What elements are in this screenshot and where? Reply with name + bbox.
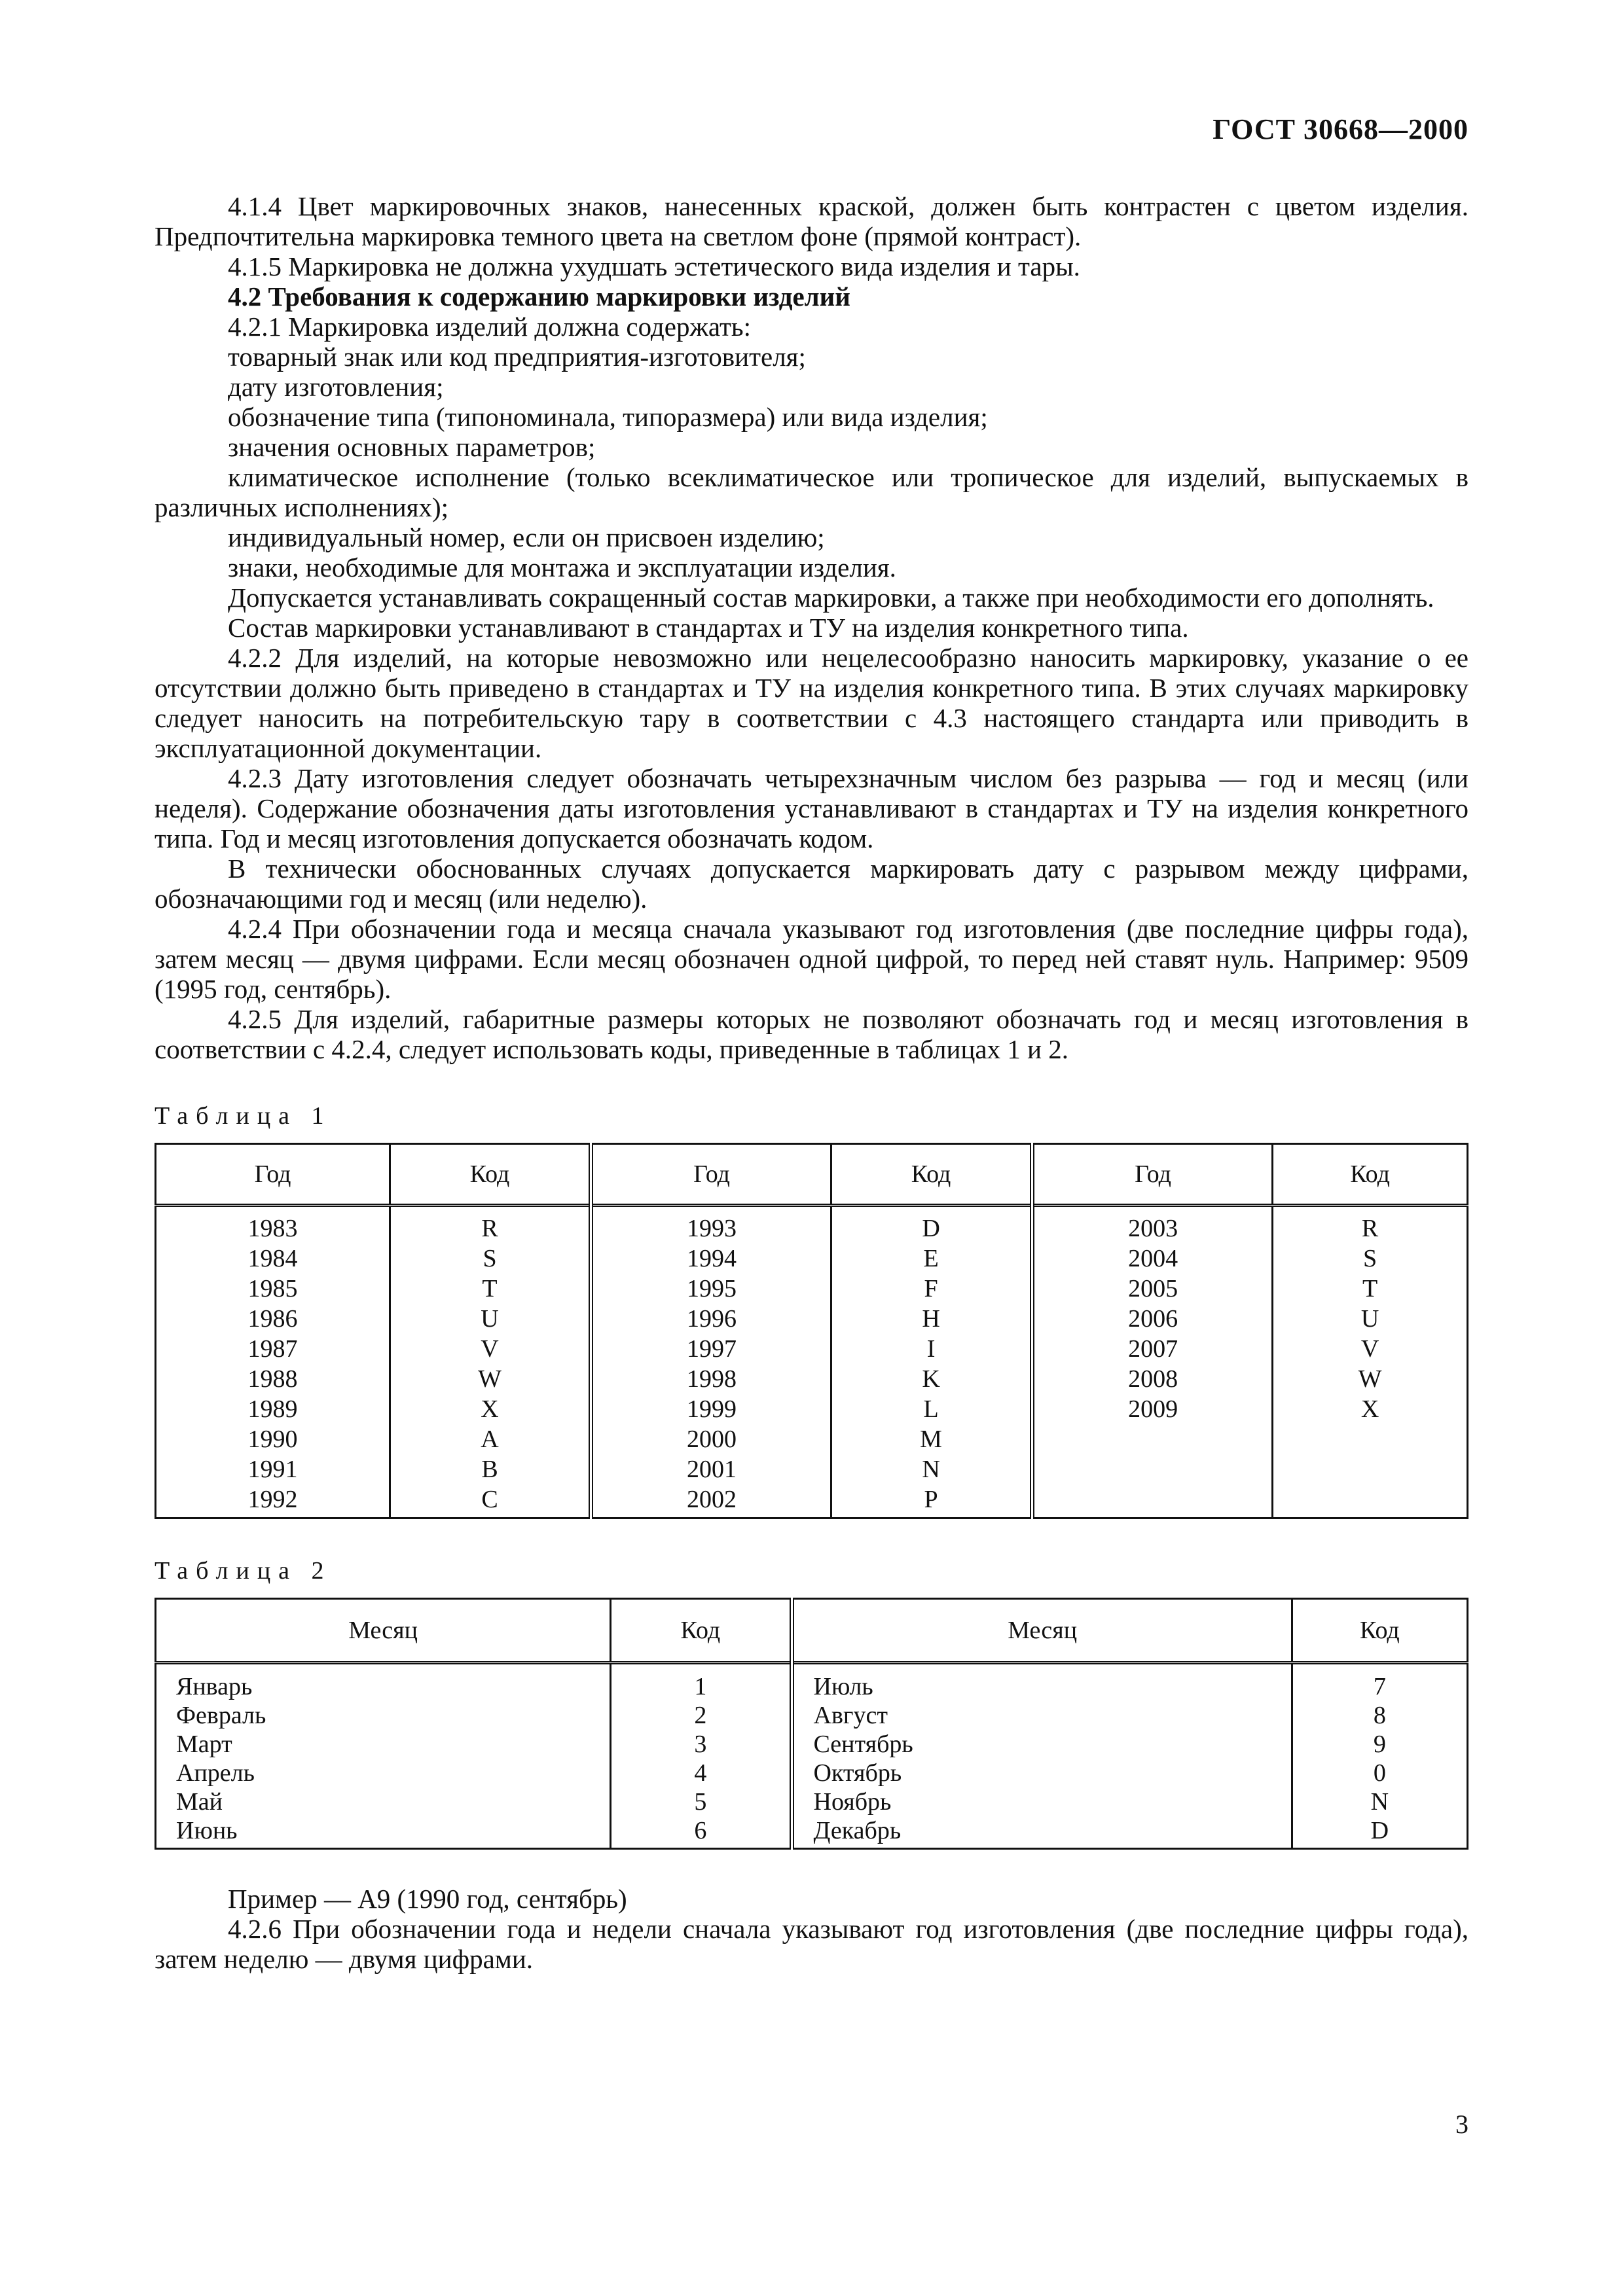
table-cell: Сентябрь — [792, 1730, 1292, 1759]
table-cell: 2007 — [1032, 1334, 1272, 1364]
table-cell: N — [1292, 1787, 1467, 1816]
table-cell: L — [831, 1394, 1032, 1424]
list-item: значения основных параметров; — [228, 432, 596, 462]
table-cell: 3 — [611, 1730, 792, 1759]
table-cell: R — [390, 1206, 591, 1244]
column-header: Месяц — [156, 1599, 611, 1663]
table-cell: 1986 — [247, 1305, 298, 1333]
table-cell: 4 — [611, 1759, 792, 1787]
table-cell — [1032, 1424, 1272, 1454]
table-cell: 1995 — [591, 1274, 831, 1304]
table-row — [156, 1394, 1468, 1424]
table-2-caption: Таблица 2 — [155, 1557, 332, 1585]
table-row — [156, 1304, 1468, 1334]
table-row — [156, 1424, 1468, 1454]
paragraph-4-2-6: 4.2.6 При обозначении года и недели сначала указывают год изготовления (две последние цифры года), затем неделю — двумя цифрами. — [155, 1914, 1468, 1974]
table-cell: 8 — [1292, 1701, 1467, 1730]
paragraph-4-1-4: 4.1.4 Цвет маркировочных знаков, нанесенных краской, должен быть контрастен с цветом изделия. Предпочтительна маркировка темного цвета на светлом фоне (прямой контраст). — [155, 191, 1468, 251]
table-cell: Июнь — [176, 1817, 238, 1844]
table-cell: U — [390, 1304, 591, 1334]
table-cell: R — [1273, 1206, 1468, 1244]
table-row — [156, 1701, 1468, 1730]
list-item: климатическое исполнение (только всеклиматическое или тропическое для изделий, выпускаемых в различных исполнениях); — [155, 462, 1468, 522]
table-cell: 5 — [611, 1787, 792, 1816]
table-cell — [1032, 1454, 1272, 1484]
table-cell: 1993 — [591, 1206, 831, 1244]
table-cell — [1032, 1484, 1272, 1518]
table-cell: 1997 — [591, 1334, 831, 1364]
column-header: Год — [1032, 1144, 1272, 1206]
table-cell: 1990 — [247, 1426, 298, 1453]
table-cell: 2003 — [1032, 1206, 1272, 1244]
table-cell: W — [390, 1364, 591, 1394]
table-cell — [1273, 1484, 1468, 1518]
table-cell: 1999 — [591, 1394, 831, 1424]
table-cell: A — [390, 1424, 591, 1454]
table-cell: 1989 — [247, 1395, 298, 1423]
list-item: обозначение типа (типономинала, типоразмера) или вида изделия; — [228, 402, 988, 432]
table-row — [156, 1759, 1468, 1787]
table-cell: T — [390, 1274, 591, 1304]
table-cell: 9 — [1292, 1730, 1467, 1759]
table-cell: 2004 — [1032, 1244, 1272, 1274]
table-cell: I — [831, 1334, 1032, 1364]
table-cell: 1988 — [247, 1365, 298, 1393]
table-cell: Февраль — [176, 1702, 266, 1729]
paragraph-4-1-5: 4.1.5 Маркировка не должна ухудшать эстетического вида изделия и тары. — [228, 251, 1080, 281]
example-line: Пример — А9 (1990 год, сентябрь) — [228, 1884, 627, 1914]
table-cell: Январь — [176, 1673, 253, 1700]
table-cell: U — [1273, 1304, 1468, 1334]
table-cell: P — [831, 1484, 1032, 1518]
column-header: Код — [1273, 1144, 1468, 1206]
list-item: знаки, необходимые для монтажа и эксплуатации изделия. — [228, 552, 896, 583]
table-cell: 7 — [1292, 1663, 1467, 1702]
list-item: товарный знак или код предприятия-изготовителя; — [228, 342, 806, 372]
table-cell: 0 — [1292, 1759, 1467, 1787]
table-cell: T — [1273, 1274, 1468, 1304]
table-cell: 2 — [611, 1701, 792, 1730]
paragraph-4-2-3-b: В технически обоснованных случаях допускается маркировать дату с разрывом между цифрами, обозначающими год и месяц (или неделю). — [155, 853, 1468, 914]
paragraph-4-2-2: 4.2.2 Для изделий, на которые невозможно или нецелесообразно наносить маркировку, указание о ее отсутствии должно быть приведено в стандартах и ТУ на изделия конкретного типа. В этих случаях маркировку следует наносить на потребительскую тару в соответствии с 4.3 настоящего стандарта или приводить в эксплуатационной документации. — [155, 643, 1468, 763]
table-row — [156, 1334, 1468, 1364]
table-cell: Ноябрь — [792, 1787, 1292, 1816]
table-cell: F — [831, 1274, 1032, 1304]
table-row — [156, 1364, 1468, 1394]
column-header: Код — [1292, 1599, 1467, 1663]
table-cell: 1998 — [591, 1364, 831, 1394]
list-item: дату изготовления; — [228, 372, 444, 402]
table-cell: D — [831, 1206, 1032, 1244]
paragraph-4-2-1: 4.2.1 Маркировка изделий должна содержать: — [228, 312, 751, 342]
year-code-table — [155, 1143, 1468, 1519]
table-1-caption: Таблица 1 — [155, 1102, 332, 1130]
table-cell: M — [831, 1424, 1032, 1454]
table-cell: S — [1273, 1244, 1468, 1274]
list-item: индивидуальный номер, если он присвоен изделию; — [228, 522, 825, 552]
table-row — [156, 1484, 1468, 1518]
page-content — [155, 191, 1468, 1974]
table-cell: N — [831, 1454, 1032, 1484]
table-cell: 2006 — [1032, 1304, 1272, 1334]
column-header: Месяц — [792, 1599, 1292, 1663]
page-number: 3 — [1455, 2109, 1468, 2139]
table-row — [156, 1663, 1468, 1702]
table-cell: 2009 — [1032, 1394, 1272, 1424]
table-cell: 2002 — [591, 1484, 831, 1518]
month-code-table — [155, 1598, 1468, 1850]
table-cell: V — [390, 1334, 591, 1364]
table-cell: 1987 — [247, 1335, 298, 1363]
document-header: ГОСТ 30668—2000 — [1213, 113, 1468, 145]
table-row — [156, 1816, 1468, 1849]
table-cell: 1 — [611, 1663, 792, 1702]
table-cell: K — [831, 1364, 1032, 1394]
table-cell: 2008 — [1032, 1364, 1272, 1394]
column-header: Год — [156, 1144, 390, 1206]
table-cell: 6 — [611, 1816, 792, 1849]
table-cell — [1273, 1454, 1468, 1484]
table-cell: 2001 — [591, 1454, 831, 1484]
table-cell: 1985 — [247, 1275, 298, 1302]
table-cell: W — [1273, 1364, 1468, 1394]
table-row — [156, 1454, 1468, 1484]
table-cell: 1984 — [247, 1245, 298, 1272]
paragraph-4-2-3: 4.2.3 Дату изготовления следует обозначать четырехзначным числом без разрыва — год и месяц (или неделя). Содержание обозначения даты изготовления устанавливают в стандартах и ТУ на изделия конкретного типа. Год и месяц изготовления допускается обозначать кодом. — [155, 763, 1468, 853]
table-header-row — [156, 1599, 1468, 1663]
column-header: Год — [591, 1144, 831, 1206]
table-cell: 1992 — [247, 1486, 298, 1513]
table-cell: C — [390, 1484, 591, 1518]
table-cell: E — [831, 1244, 1032, 1274]
paragraph-4-2-5: 4.2.5 Для изделий, габаритные размеры которых не позволяют обозначать год и месяц изготовления в соответствии с 4.2.4, следует использовать коды, приведенные в таблицах 1 и 2. — [155, 1004, 1468, 1064]
paragraph-allowed: Допускается устанавливать сокращенный состав маркировки, а также при необходимости его дополнять. — [228, 583, 1434, 613]
table-cell: V — [1273, 1334, 1468, 1364]
table-header-row — [156, 1144, 1468, 1206]
table-cell: Июль — [792, 1663, 1292, 1702]
table-cell: X — [390, 1394, 591, 1424]
table-cell: Апрель — [176, 1759, 255, 1787]
table-cell: D — [1292, 1816, 1467, 1849]
table-row — [156, 1730, 1468, 1759]
table-cell: Март — [176, 1731, 232, 1758]
table-cell: H — [831, 1304, 1032, 1334]
column-header: Код — [831, 1144, 1032, 1206]
table-cell: Октябрь — [792, 1759, 1292, 1787]
table-cell: Май — [176, 1788, 223, 1816]
table-cell: Август — [792, 1701, 1292, 1730]
column-header: Код — [390, 1144, 591, 1206]
table-row — [156, 1787, 1468, 1816]
table-cell: 1991 — [247, 1456, 298, 1483]
section-heading-4-2: 4.2 Требования к содержанию маркировки изделий — [228, 281, 850, 312]
table-row — [156, 1274, 1468, 1304]
table-cell: X — [1273, 1394, 1468, 1424]
table-cell — [1273, 1424, 1468, 1454]
table-row — [156, 1206, 1468, 1244]
paragraph-composition: Состав маркировки устанавливают в стандартах и ТУ на изделия конкретного типа. — [228, 613, 1189, 643]
table-cell: Декабрь — [792, 1816, 1292, 1849]
table-cell: S — [390, 1244, 591, 1274]
table-cell: B — [390, 1454, 591, 1484]
table-cell: 2005 — [1032, 1274, 1272, 1304]
column-header: Код — [611, 1599, 792, 1663]
paragraph-4-2-4: 4.2.4 При обозначении года и месяца сначала указывают год изготовления (две последние цифры года), затем месяц — двумя цифрами. Если месяц обозначен одной цифрой, то перед ней ставят нуль. Например: 9509 (1995 год, сентябрь). — [155, 914, 1468, 1004]
table-cell: 1983 — [247, 1215, 298, 1242]
table-row — [156, 1244, 1468, 1274]
table-cell: 1996 — [591, 1304, 831, 1334]
table-cell: 1994 — [591, 1244, 831, 1274]
table-cell: 2000 — [591, 1424, 831, 1454]
